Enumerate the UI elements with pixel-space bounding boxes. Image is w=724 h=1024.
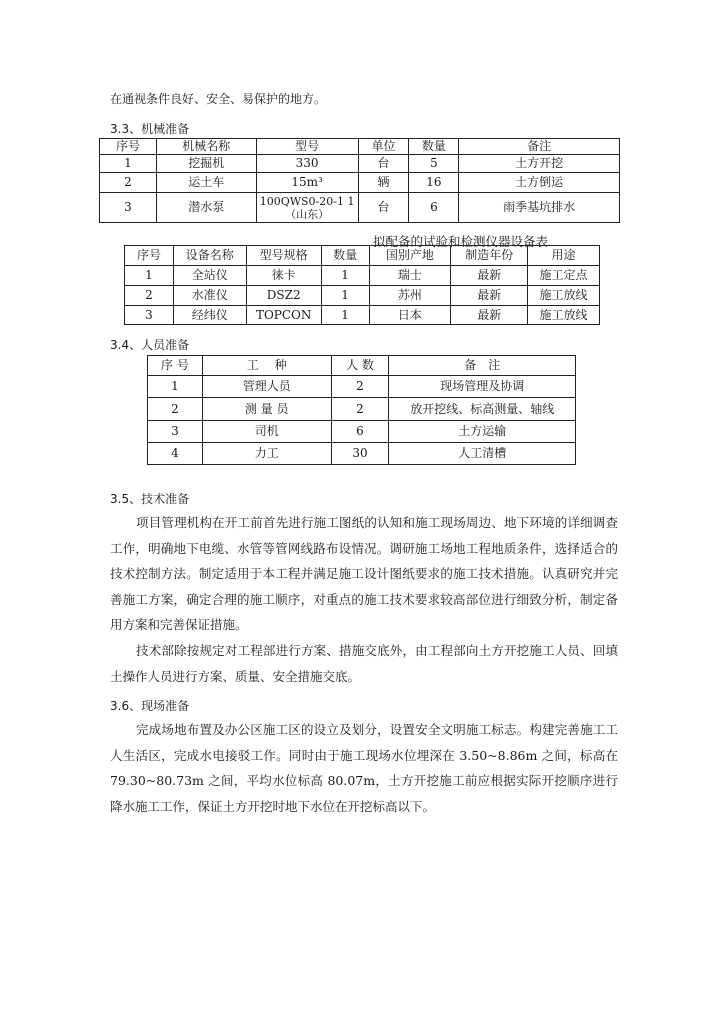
- cell: 16: [409, 173, 459, 193]
- cell: 最新: [451, 286, 528, 306]
- header-cell: 序号: [125, 246, 174, 266]
- cell: 最新: [451, 266, 528, 286]
- cell: 经纬仪: [173, 306, 246, 325]
- table-row: [125, 266, 600, 286]
- cell: 日本: [369, 306, 451, 325]
- cell: 3: [125, 306, 174, 325]
- header-cell: 备 注: [389, 356, 576, 376]
- section-3-4-title: 3.4、人员准备: [110, 338, 190, 352]
- cell: 苏州: [369, 286, 451, 306]
- cell: 徕卡: [246, 266, 321, 286]
- cell: 现场管理及协调: [389, 376, 576, 398]
- section-3-6-title: 3.6、现场准备: [110, 699, 190, 713]
- instrument-table: [124, 245, 600, 325]
- header-cell: 序 号: [148, 356, 203, 376]
- site-prep-paragraph: 完成场地布置及办公区施工区的设立及划分，设置安全文明施工标志。构建完善施工工人生活区，完成水电接驳工作。同时由于施工现场水位埋深在 3.50~8.86m 之间，标高在79.30~80.73m 之间，平均水位标高 80.07m，土方开挖施工前应根据实际开挖顺序进行降水施工工作，保证土方开挖时地下水位在开挖标高以下。: [110, 722, 618, 814]
- header-cell: 用途: [528, 246, 600, 266]
- table-row: [100, 155, 620, 173]
- cell: 330: [256, 155, 358, 173]
- table-row: [125, 306, 600, 325]
- cell: 土方倒运: [459, 173, 620, 193]
- cell: 瑞士: [369, 266, 451, 286]
- cell: 施工放线: [528, 306, 600, 325]
- cell: 1: [321, 286, 369, 306]
- table-header-row: [125, 246, 600, 266]
- table-row: [100, 173, 620, 193]
- cell: 人工清槽: [389, 443, 576, 465]
- cell: 管理人员: [202, 376, 331, 398]
- header-cell: 备注: [459, 139, 620, 155]
- cell: 潜水泵: [156, 193, 256, 223]
- cell: 2: [331, 398, 389, 421]
- cell: DSZ2: [246, 286, 321, 306]
- cell: 力工: [202, 443, 331, 465]
- intro-line: 在通视条件良好、安全、易保护的地方。: [110, 92, 327, 106]
- cell: 台: [358, 155, 409, 173]
- header-cell: 设备名称: [173, 246, 246, 266]
- cell: 测 量 员: [202, 398, 331, 421]
- table-row: [148, 376, 576, 398]
- cell: 5: [409, 155, 459, 173]
- cell: 100QWS0-20-1 1（山东）: [256, 193, 358, 223]
- header-cell: 型号规格: [246, 246, 321, 266]
- table-header-row: [100, 139, 620, 155]
- cell: 6: [409, 193, 459, 223]
- table-row: [148, 398, 576, 421]
- cell: 1: [125, 266, 174, 286]
- table-row: [148, 421, 576, 443]
- cell: 施工定点: [528, 266, 600, 286]
- technical-prep-paragraph-1: 项目管理机构在开工前首先进行施工图纸的认知和施工现场周边、地下环境的详细调查工作，明确地下电缆、水管等管网线路布设情况。调研施工场地工程地质条件，选择适合的 技术控制方法。制定适用于本工程并满足施工设计图纸要求的施工技术措施。认真研究并完 善施工方案，确定合理的施工顺序，对重点的施工技术要求较高部位进行细致分析，制定备 用方案和完善保证措施。: [110, 515, 618, 632]
- table-header-row: [148, 356, 576, 376]
- section-3-3-title: 3.3、机械准备: [110, 122, 190, 136]
- cell: 台: [358, 193, 409, 223]
- cell: 土方开挖: [459, 155, 620, 173]
- cell: 施工放线: [528, 286, 600, 306]
- machinery-table: [99, 138, 620, 223]
- cell: 3: [100, 193, 157, 223]
- cell: 土方运输: [389, 421, 576, 443]
- header-cell: 制造年份: [451, 246, 528, 266]
- cell: 1: [321, 266, 369, 286]
- table-row: [125, 286, 600, 306]
- header-cell: 人 数: [331, 356, 389, 376]
- cell: 3: [148, 421, 203, 443]
- technical-prep-paragraph-2: 技术部除按规定对工程部进行方案、措施交底外，由工程部向土方开挖施工人员、回填土操作人员进行方案、质量、安全措施交底。: [110, 643, 618, 684]
- cell: 司机: [202, 421, 331, 443]
- cell: 6: [331, 421, 389, 443]
- header-cell: 机械名称: [156, 139, 256, 155]
- cell: 辆: [358, 173, 409, 193]
- cell: 30: [331, 443, 389, 465]
- table-row: [100, 193, 620, 223]
- cell: 全站仪: [173, 266, 246, 286]
- section-3-5-title: 3.5、技术准备: [110, 492, 190, 506]
- instrument-table-caption: 拟配备的试验和检测仪器设备表: [373, 234, 549, 249]
- cell: 运土车: [156, 173, 256, 193]
- table-row: [148, 443, 576, 465]
- header-cell: 数量: [321, 246, 369, 266]
- header-cell: 型号: [256, 139, 358, 155]
- cell: 雨季基坑排水: [459, 193, 620, 223]
- cell: TOPCON: [246, 306, 321, 325]
- cell: 2: [125, 286, 174, 306]
- cell: 水准仪: [173, 286, 246, 306]
- cell: 1: [148, 376, 203, 398]
- cell: 2: [148, 398, 203, 421]
- cell: 4: [148, 443, 203, 465]
- personnel-table: [147, 355, 576, 465]
- cell: 15m³: [256, 173, 358, 193]
- header-cell: 工 种: [202, 356, 331, 376]
- cell: 最新: [451, 306, 528, 325]
- header-cell: 序号: [100, 139, 157, 155]
- cell: 挖掘机: [156, 155, 256, 173]
- cell: 2: [100, 173, 157, 193]
- header-cell: 数量: [409, 139, 459, 155]
- cell: 1: [321, 306, 369, 325]
- header-cell: 国别产地: [369, 246, 451, 266]
- cell: 2: [331, 376, 389, 398]
- header-cell: 单位: [358, 139, 409, 155]
- cell: 放开挖线、标高测量、轴线: [389, 398, 576, 421]
- cell: 1: [100, 155, 157, 173]
